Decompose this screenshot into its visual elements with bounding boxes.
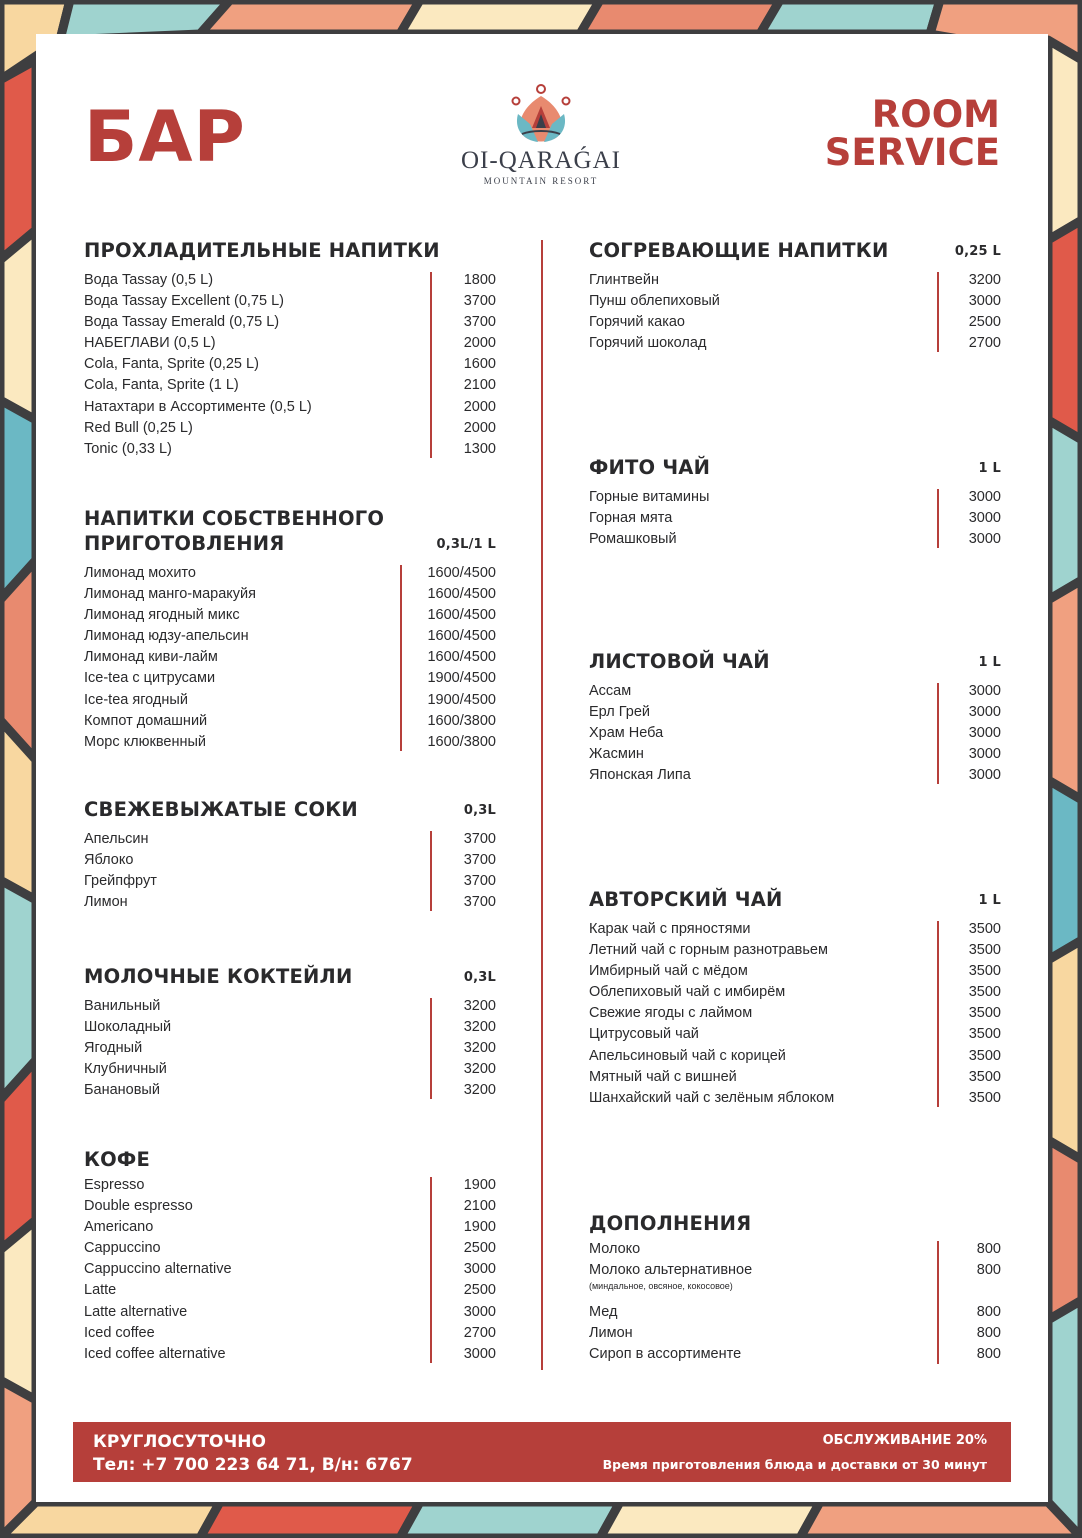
item-name: Шанхайский чай с зелёным яблоком [589,1089,835,1106]
menu-item [589,681,1001,702]
item-price: 3500 [968,963,1001,980]
item-price: 3200 [463,1040,496,1057]
section-header [84,964,496,989]
section-size: 0,3L [463,970,496,985]
item-price: 3700 [463,314,496,331]
item-name: Ягодный [84,1040,143,1057]
item-name: Лимонад юдзу-апельсин [84,628,249,645]
item-price: 3500 [968,1089,1001,1106]
item-name: Цитрусовый чай [589,1026,699,1043]
item-name: Апельсиновый чай с корицей [589,1047,786,1064]
item-price: 800 [976,1346,1001,1363]
item-price: 2500 [463,1282,496,1299]
item-name: Натахтари в Ассортименте (0,5 L) [84,398,312,415]
menu-item [589,1344,1001,1365]
item-price: 3000 [968,704,1001,721]
item-price: 3700 [463,831,496,847]
section-title: СОГРЕВАЮЩИЕ НАПИТКИ [589,239,889,262]
item-name: Свежие ягоды с лаймом [589,1005,753,1022]
menu-item [84,1196,496,1217]
item-price: 1600/4500 [427,607,496,624]
item-price: 1600/4500 [427,649,496,666]
item-name: Карак чай с пряностями [589,921,751,937]
item-price: 2500 [463,1240,496,1257]
menu-item [84,1302,496,1323]
item-name: Ерл Грей [589,704,650,721]
menu-item [589,723,1001,744]
menu-item [589,702,1001,723]
item-name: Горные витамины [589,489,710,505]
item-price: 2700 [463,1324,496,1341]
hours-label: КРУГЛОСУТОЧНО [93,1432,266,1452]
item-name: Горная мята [589,510,673,527]
item-price: 2100 [463,1198,496,1215]
item-price: 3500 [968,1068,1001,1085]
menu-item [84,270,496,291]
item-name: Latte [84,1282,117,1299]
item-price: 2000 [463,335,496,352]
menu-item [84,1080,496,1101]
menu-item [84,291,496,312]
item-price: 3000 [968,293,1001,310]
item-price: 3000 [463,1303,496,1320]
item-price: 3000 [968,489,1001,505]
section-size: 1 L [978,655,1001,670]
section-leaf-tea [589,649,1001,786]
item-name: Cappuccino [84,1240,161,1257]
service-charge-label: ОБСЛУЖИВАНИЕ 20% [822,1433,987,1448]
item-name: Лимонад киви-лайм [84,649,218,666]
item-price: 800 [976,1262,1001,1279]
section-size: 0,3L/1 L [436,537,496,552]
menu-item [84,829,496,850]
item-price: 2000 [463,398,496,415]
item-name: Пунш облепиховый [589,293,720,310]
menu-item [589,270,1001,291]
menu-item [84,439,496,460]
item-price: 3500 [968,942,1001,959]
menu-item [589,744,1001,765]
phone-label: Тел: +7 700 223 64 71, В/н: 6767 [93,1455,413,1475]
menu-item [84,1038,496,1059]
item-list [84,996,496,1101]
item-price: 3200 [463,1019,496,1036]
room-service-line-2: SERVICE [824,131,1000,174]
menu-item [589,1239,1001,1260]
item-name: Лимон [84,894,128,911]
item-name: Яблоко [84,852,134,869]
item-name: Cola, Fanta, Sprite (1 L) [84,377,239,394]
column-divider [541,240,543,1370]
item-name: Японская Липа [589,767,691,784]
item-list [84,563,496,753]
item-name: Ice-tea с цитрусами [84,670,216,687]
item-name: Компот домашний [84,712,208,729]
item-name: Ванильный [84,998,161,1014]
item-name: Сироп в ассортименте [589,1346,742,1363]
item-name: Храм Неба [589,725,664,742]
item-name: НАБЕГЛАВИ (0,5 L) [84,335,216,352]
item-price: 1900/4500 [427,691,496,708]
item-price: 1600/3800 [427,712,496,729]
item-price: 3000 [463,1345,496,1362]
item-price: 3500 [968,1005,1001,1022]
item-price: 2100 [463,377,496,394]
item-name: Лимон [589,1325,633,1342]
item-name: Глинтвейн [589,272,659,288]
section-header [589,238,1001,263]
section-title: КОФЕ [84,1148,150,1171]
menu-page [36,34,1048,1502]
item-list [589,270,1001,354]
item-name: Шоколадный [84,1019,172,1036]
menu-item [589,1024,1001,1045]
item-price: 800 [976,1304,1001,1321]
section-title-line-2-text: ПРИГОТОВЛЕНИЯ [84,532,285,555]
section-homemade-drinks [84,506,496,753]
item-name: Лимонад мохито [84,565,196,581]
item-name: Red Bull (0,25 L) [84,419,193,436]
menu-item [589,1046,1001,1067]
menu-item [589,765,1001,786]
item-name: Морс клюквенный [84,733,206,750]
item-price: 3500 [968,1026,1001,1043]
section-title-line-2 [84,531,496,556]
menu-item [589,940,1001,961]
item-list [589,919,1001,1109]
item-name: Вода Tassay Excellent (0,75 L) [84,293,284,310]
section-size: 0,3L [463,803,496,818]
room-service-title [824,93,1000,174]
menu-item [84,996,496,1017]
item-name: Имбирный чай с мёдом [589,963,748,980]
item-price: 1800 [463,272,496,288]
item-name: Iced coffee alternative [84,1345,226,1362]
section-header [84,797,496,822]
item-list [589,1239,1001,1366]
menu-item [84,647,496,668]
menu-item [589,312,1001,333]
menu-item [589,1088,1001,1109]
menu-item [84,1175,496,1196]
menu-item [589,333,1001,354]
menu-item [84,418,496,439]
item-price: 1900 [463,1177,496,1193]
section-title: АВТОРСКИЙ ЧАЙ [589,888,783,911]
section-size: 1 L [978,893,1001,908]
menu-item [589,1003,1001,1024]
menu-item [84,1280,496,1301]
item-list [84,1175,496,1365]
menu-item [84,1323,496,1344]
item-name: Iced coffee [84,1324,155,1341]
item-name: Ice-tea ягодный [84,691,188,708]
item-price: 1600/4500 [427,565,496,581]
item-name: Latte alternative [84,1303,188,1320]
item-list [84,829,496,913]
item-list [589,681,1001,786]
section-title: ДОПОЛНЕНИЯ [589,1212,752,1235]
item-list [84,270,496,460]
menu-item [84,1059,496,1080]
menu-item [589,1302,1001,1323]
item-price: 3700 [463,293,496,310]
menu-item [589,508,1001,529]
logo-emblem-icon [508,84,574,146]
section-size: 1 L [978,461,1001,476]
section-title: ЛИСТОВОЙ ЧАЙ [589,650,770,673]
menu-item [589,1260,1001,1302]
menu-item [84,1344,496,1365]
menu-item [589,961,1001,982]
item-price: 1300 [463,440,496,457]
item-price: 3000 [968,746,1001,763]
item-name: Espresso [84,1177,145,1193]
footer-bar [73,1422,1011,1482]
section-title: МОЛОЧНЫЕ КОКТЕЙЛИ [84,965,353,988]
item-price: 3700 [463,873,496,890]
menu-item [589,919,1001,940]
menu-item [84,732,496,753]
logo-name: OI-QARAǴAI [461,147,621,174]
section-milkshakes [84,964,496,1101]
section-header [589,455,1001,480]
item-price: 1900/4500 [427,670,496,687]
item-price: 1600 [463,356,496,373]
section-header [589,887,1001,912]
item-price: 3000 [968,767,1001,784]
item-price: 3000 [968,683,1001,699]
item-price: 3700 [463,894,496,911]
menu-item [84,871,496,892]
item-price: 2700 [968,335,1001,352]
resort-logo [441,84,641,186]
item-list [589,487,1001,550]
menu-item [84,333,496,354]
menu-item [84,1217,496,1238]
item-name: Cola, Fanta, Sprite (0,25 L) [84,356,259,373]
item-price: 3000 [463,1261,496,1278]
section-header [589,649,1001,674]
menu-item [84,690,496,711]
menu-item [84,850,496,871]
menu-item [589,1323,1001,1344]
item-name: Молоко альтернативное [589,1262,753,1279]
item-name: Americano [84,1219,154,1236]
item-name: Горячий какао [589,314,685,331]
item-name: Мед [589,1304,618,1321]
menu-item [84,312,496,333]
menu-item [589,1067,1001,1088]
menu-item [84,354,496,375]
item-price: 2500 [968,314,1001,331]
item-name: Лимонад ягодный микс [84,607,240,624]
menu-item [84,892,496,913]
item-name: Апельсин [84,831,149,847]
item-price: 1600/3800 [427,733,496,750]
menu-item [589,529,1001,550]
item-name: Вода Tassay Emerald (0,75 L) [84,314,280,331]
section-title-line-1: НАПИТКИ СОБСТВЕННОГО [84,507,385,530]
menu-item [84,397,496,418]
item-name: Молоко [589,1241,641,1257]
menu-item [84,584,496,605]
item-price: 3200 [463,1061,496,1078]
menu-item [84,1238,496,1259]
item-price: 1900 [463,1219,496,1236]
menu-item [589,487,1001,508]
item-name: Double espresso [84,1198,193,1215]
item-name: Ромашковый [589,531,677,548]
item-name: Жасмин [589,746,644,763]
bar-title: БАР [84,96,246,178]
menu-item [84,1017,496,1038]
menu-item [589,291,1001,312]
delivery-time-label: Время приготовления блюда и доставки от 30 минут [602,1457,987,1472]
item-price: 3000 [968,510,1001,527]
item-price: 3000 [968,531,1001,548]
menu-item [589,982,1001,1003]
section-cold-drinks [84,238,496,460]
section-author-tea [589,887,1001,1109]
section-extras [589,1211,1001,1366]
item-price: 3000 [968,725,1001,742]
section-fresh-juices [84,797,496,913]
menu-item [84,605,496,626]
item-name: Мятный чай с вишней [589,1068,737,1085]
section-size: 0,25 L [954,244,1001,259]
item-price: 3200 [463,998,496,1014]
section-phyto-tea [589,455,1001,550]
room-service-line-1: ROOM [871,93,1000,136]
item-name: Tonic (0,33 L) [84,440,172,457]
logo-subtitle: MOUNTAIN RESORT [483,176,599,186]
section-title: ПРОХЛАДИТЕЛЬНЫЕ НАПИТКИ [84,239,440,262]
menu-item [84,668,496,689]
item-name: Вода Tassay (0,5 L) [84,272,214,288]
section-title: ФИТО ЧАЙ [589,456,711,479]
item-price: 3500 [968,921,1001,937]
menu-item [84,375,496,396]
item-price: 3700 [463,852,496,869]
menu-item [84,711,496,732]
item-price: 2000 [463,419,496,436]
item-name: Cappuccino alternative [84,1261,232,1278]
item-price: 800 [976,1325,1001,1342]
item-name: Ассам [589,683,632,699]
menu-item [84,626,496,647]
item-name: Облепиховый чай с имбирём [589,984,786,1001]
item-name: Грейпфрут [84,873,157,890]
item-name: Клубничный [84,1061,167,1078]
item-name: Банановый [84,1082,160,1099]
item-price: 3200 [968,272,1001,288]
item-price: 1600/4500 [427,586,496,603]
menu-item [84,1259,496,1280]
menu-item [84,563,496,584]
section-coffee [84,1147,496,1365]
item-price: 3200 [463,1082,496,1099]
item-price: 3500 [968,1047,1001,1064]
item-note: (миндальное, овсяное, кокосовое) [589,1281,733,1292]
item-name: Летний чай с горным разнотравьем [589,942,828,959]
section-warming-drinks [589,238,1001,354]
item-name: Горячий шоколад [589,335,707,352]
item-price: 800 [976,1241,1001,1257]
item-price: 1600/4500 [427,628,496,645]
item-price: 3500 [968,984,1001,1001]
section-title: СВЕЖЕВЫЖАТЫЕ СОКИ [84,798,358,821]
item-name: Лимонад манго-маракуйя [84,586,256,603]
